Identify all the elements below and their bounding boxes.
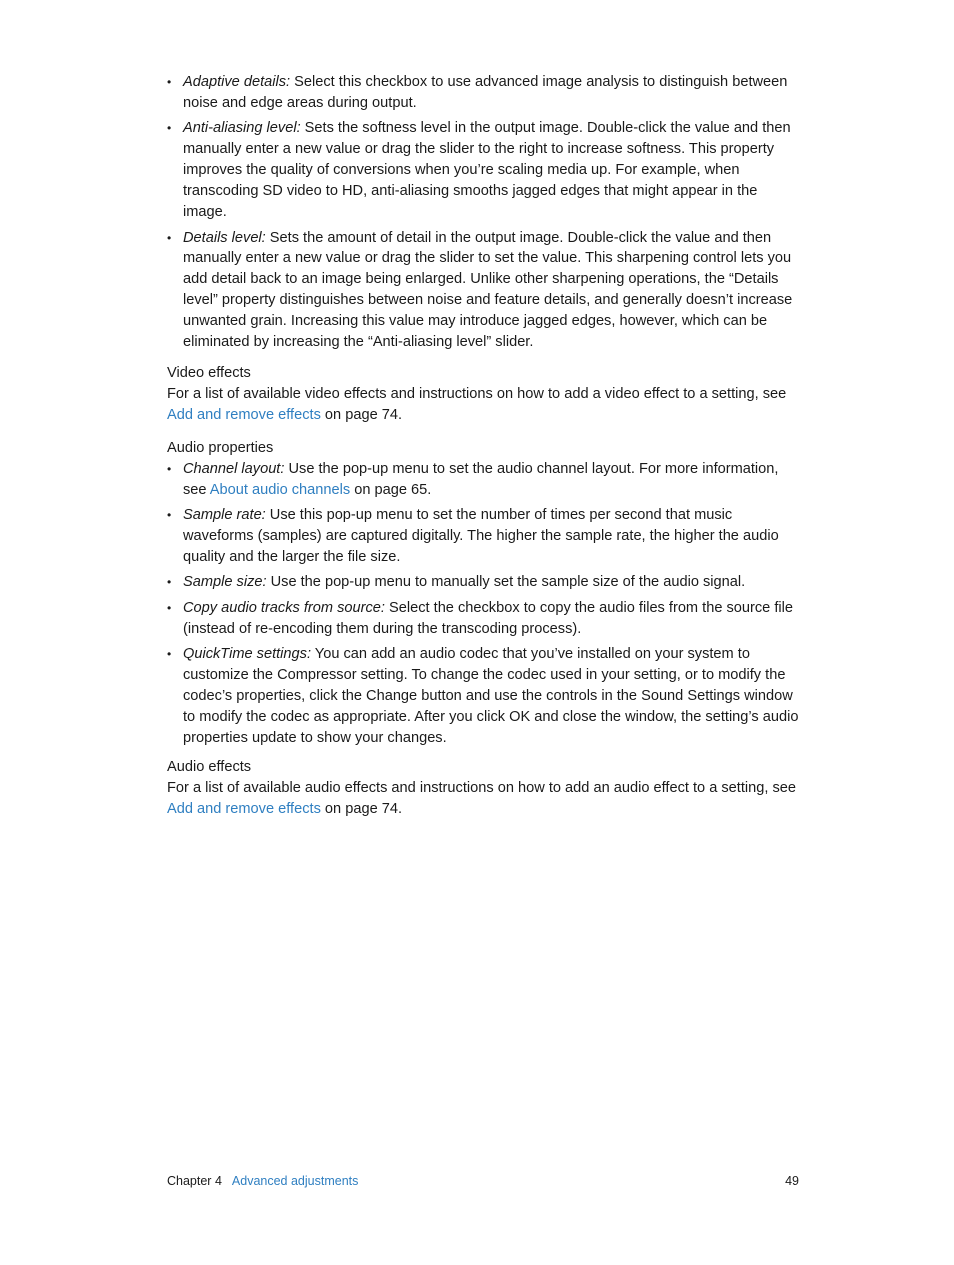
bullet-term: Adaptive details: [183, 74, 291, 90]
paragraph-text: on page 74. [320, 800, 403, 817]
audio-properties-list [167, 459, 799, 749]
bullet-text: Use the pop-up menu to set the audio channel layout. For more information, see [183, 460, 779, 498]
bullet-icon: • [167, 75, 172, 89]
bullet-term: Sample rate: [183, 507, 266, 523]
bullet-text: Sets the softness level in the output image. Double-click the value and then manually enter a new value or drag the slider to the right to increase softness. This property improves the quality of conversions when you’re scaling media up. For example, when transcoding SD video to HD, anti-aliasing smooths jagged edges that might appear in the image. [183, 120, 791, 221]
audio-effects-paragraph [167, 778, 799, 820]
bullet-icon: • [167, 575, 172, 590]
list-item [167, 598, 799, 640]
add-remove-effects-link[interactable]: Add and remove effects [167, 406, 321, 423]
detail-settings-list [167, 72, 799, 353]
chapter-number: Chapter 4 [167, 1174, 222, 1188]
list-item [167, 572, 799, 593]
list-item [167, 459, 799, 501]
paragraph-text: For a list of available audio effects and instructions on how to add an audio effect to a setting, see [167, 779, 797, 796]
bullet-text: Select this checkbox to use advanced image analysis to distinguish between noise and edge areas during output. [183, 74, 788, 111]
page-number: 49 [785, 1174, 799, 1188]
bullet-icon: • [167, 647, 172, 662]
bullet-text: Use this pop-up menu to set the number of times per second that music waveforms (samples) are captured digitally. The higher the sample rate, the higher the audio quality and the larger the file size. [183, 507, 779, 565]
bullet-icon: • [167, 508, 172, 522]
audio-properties-heading: Audio properties [167, 439, 274, 456]
about-audio-channels-link[interactable]: About audio channels [209, 481, 351, 498]
bullet-term: Anti-aliasing level: [183, 120, 301, 137]
bullet-text: Sets the amount of detail in the output image. Double-click the value and then manually enter a new value or drag the slider to set the value. This sharpening control lets you add detail back to an image being enlarged. Unlike other sharpening operations, the “Details level” property distinguishes between noise and feature details, and generally doesn’t increase unwanted grain. Increasing this value may introduce jagged edges, however, which can be eliminated by increasing the “Anti-aliasing level” slider. [183, 229, 793, 351]
bullet-term: QuickTime settings: [183, 646, 312, 663]
bullet-term: Details level: [183, 229, 266, 246]
bullet-icon: • [167, 230, 172, 245]
paragraph-text: on page 74. [320, 406, 403, 423]
add-remove-effects-link[interactable]: Add and remove effects [167, 800, 321, 817]
list-item [167, 118, 799, 223]
bullet-text: Select the checkbox to copy the audio files from the source file (instead of re-encoding them during the transcoding process). [183, 599, 794, 637]
bullet-text: on page 65. [350, 481, 432, 498]
bullet-text: You can add an audio codec that you’ve installed on your system to customize the Compressor setting. To change the codec used in your setting, or to modify the codec’s properties, click the Change button and use the controls in the Sound Settings window to modify the codec as appropriate. After you click OK and close the window, the setting’s audio properties update to show your changes. [183, 646, 799, 746]
paragraph-text: For a list of available video effects and instructions on how to add a video effect to a setting, see [167, 385, 787, 402]
bullet-term: Channel layout: [183, 460, 285, 477]
bullet-term: Copy audio tracks from source: [183, 599, 385, 616]
bullet-icon: • [167, 121, 172, 136]
list-item [167, 72, 799, 114]
page-content [167, 72, 799, 829]
chapter-title-link[interactable]: Advanced adjustments [231, 1174, 359, 1188]
video-effects-paragraph [167, 384, 799, 426]
bullet-text: Use the pop-up menu to manually set the sample size of the audio signal. [266, 574, 746, 591]
page-footer [167, 1172, 799, 1190]
bullet-icon: • [167, 600, 172, 615]
bullet-term: Sample size: [183, 574, 267, 591]
audio-effects-heading: Audio effects [167, 758, 252, 775]
list-item [167, 644, 799, 749]
bullet-icon: • [167, 461, 172, 476]
list-item [167, 505, 799, 568]
list-item [167, 228, 799, 353]
video-effects-heading: Video effects [167, 364, 251, 381]
